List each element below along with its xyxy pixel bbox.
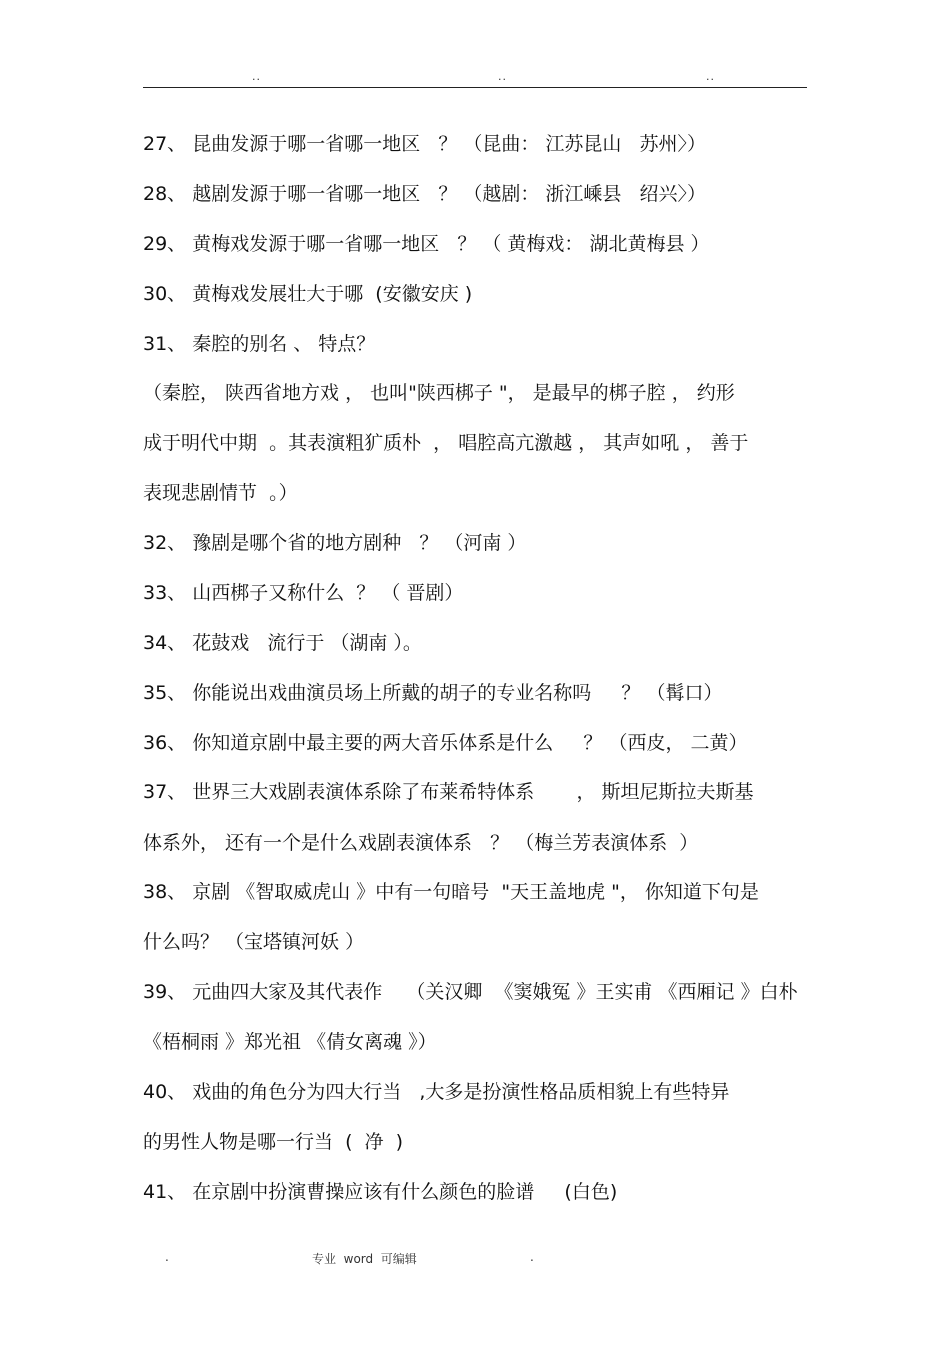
- question-line: 34、 花鼓戏 流行于 （湖南 ）。: [143, 632, 422, 654]
- footer-dot-right: .: [530, 1250, 534, 1264]
- question-line: 31、 秦腔的别名 、 特点？: [143, 333, 376, 355]
- question-line: 27、 昆曲发源于哪一省哪一地区 ？ （昆曲： 江苏昆山 苏州〉）: [143, 133, 707, 155]
- question-line: 29、 黄梅戏发源于哪一省哪一地区 ？ （ 黄梅戏： 湖北黄梅县 ）: [143, 233, 710, 255]
- answer-line: （秦腔， 陕西省地方戏 ， 也叫"陕西梆子 "， 是最早的梆子腔 ， 约形: [143, 382, 735, 404]
- answer-line: 成于明代中期 。其表演粗犷质朴 ， 唱腔高亢激越 ， 其声如吼 ， 善于: [143, 432, 749, 454]
- question-line: 39、 元曲四大家及其代表作 （关汉卿 《窦娥冤 》王实甫 《西厢记 》白朴: [143, 981, 798, 1003]
- question-line-continued: 体系外， 还有一个是什么戏剧表演体系 ？ （梅兰芳表演体系 ）: [143, 832, 699, 854]
- header-dots-center: ..: [498, 70, 507, 83]
- question-line: 35、 你能说出戏曲演员场上所戴的胡子的专业名称吗 ？ （髯口）: [143, 682, 723, 704]
- footer-label: 专业 word 可编辑: [312, 1252, 417, 1266]
- header-dots-left: ..: [252, 70, 261, 83]
- answer-line: 表现悲剧情节 。）: [143, 482, 298, 504]
- question-line: 28、 越剧发源于哪一省哪一地区 ？ （越剧： 浙江嵊县 绍兴〉）: [143, 183, 707, 205]
- question-line: 33、 山西梆子又称什么 ？ （ 晋剧）: [143, 582, 464, 604]
- question-line-continued: 什么吗？ （宝塔镇河妖 ）: [143, 931, 365, 953]
- question-line-continued: 的男性人物是哪一行当 ( 净 ): [143, 1131, 404, 1153]
- question-line: 37、 世界三大戏剧表演体系除了布莱希特体系 ， 斯坦尼斯拉夫斯基: [143, 781, 754, 803]
- question-line: 41、 在京剧中扮演曹操应该有什么颜色的脸谱 (白色): [143, 1181, 618, 1203]
- question-line: 40、 戏曲的角色分为四大行当 ,大多是扮演性格品质相貌上有些特异: [143, 1081, 730, 1103]
- question-line: 32、 豫剧是哪个省的地方剧种 ？ （河南 ）: [143, 532, 527, 554]
- footer-dot-left: .: [165, 1250, 169, 1264]
- question-line-continued: 《梧桐雨 》郑光祖 《倩女离魂 》）: [143, 1031, 437, 1053]
- question-line: 36、 你知道京剧中最主要的两大音乐体系是什么 ？ （西皮， 二黄）: [143, 732, 748, 754]
- question-line: 38、 京剧 《智取威虎山 》中有一句暗号 "天王盖地虎 "， 你知道下句是: [143, 881, 759, 903]
- header-dots-right: ..: [706, 70, 715, 83]
- question-line: 30、 黄梅戏发展壮大于哪 (安徽安庆 ): [143, 283, 473, 305]
- header-divider: [143, 87, 807, 88]
